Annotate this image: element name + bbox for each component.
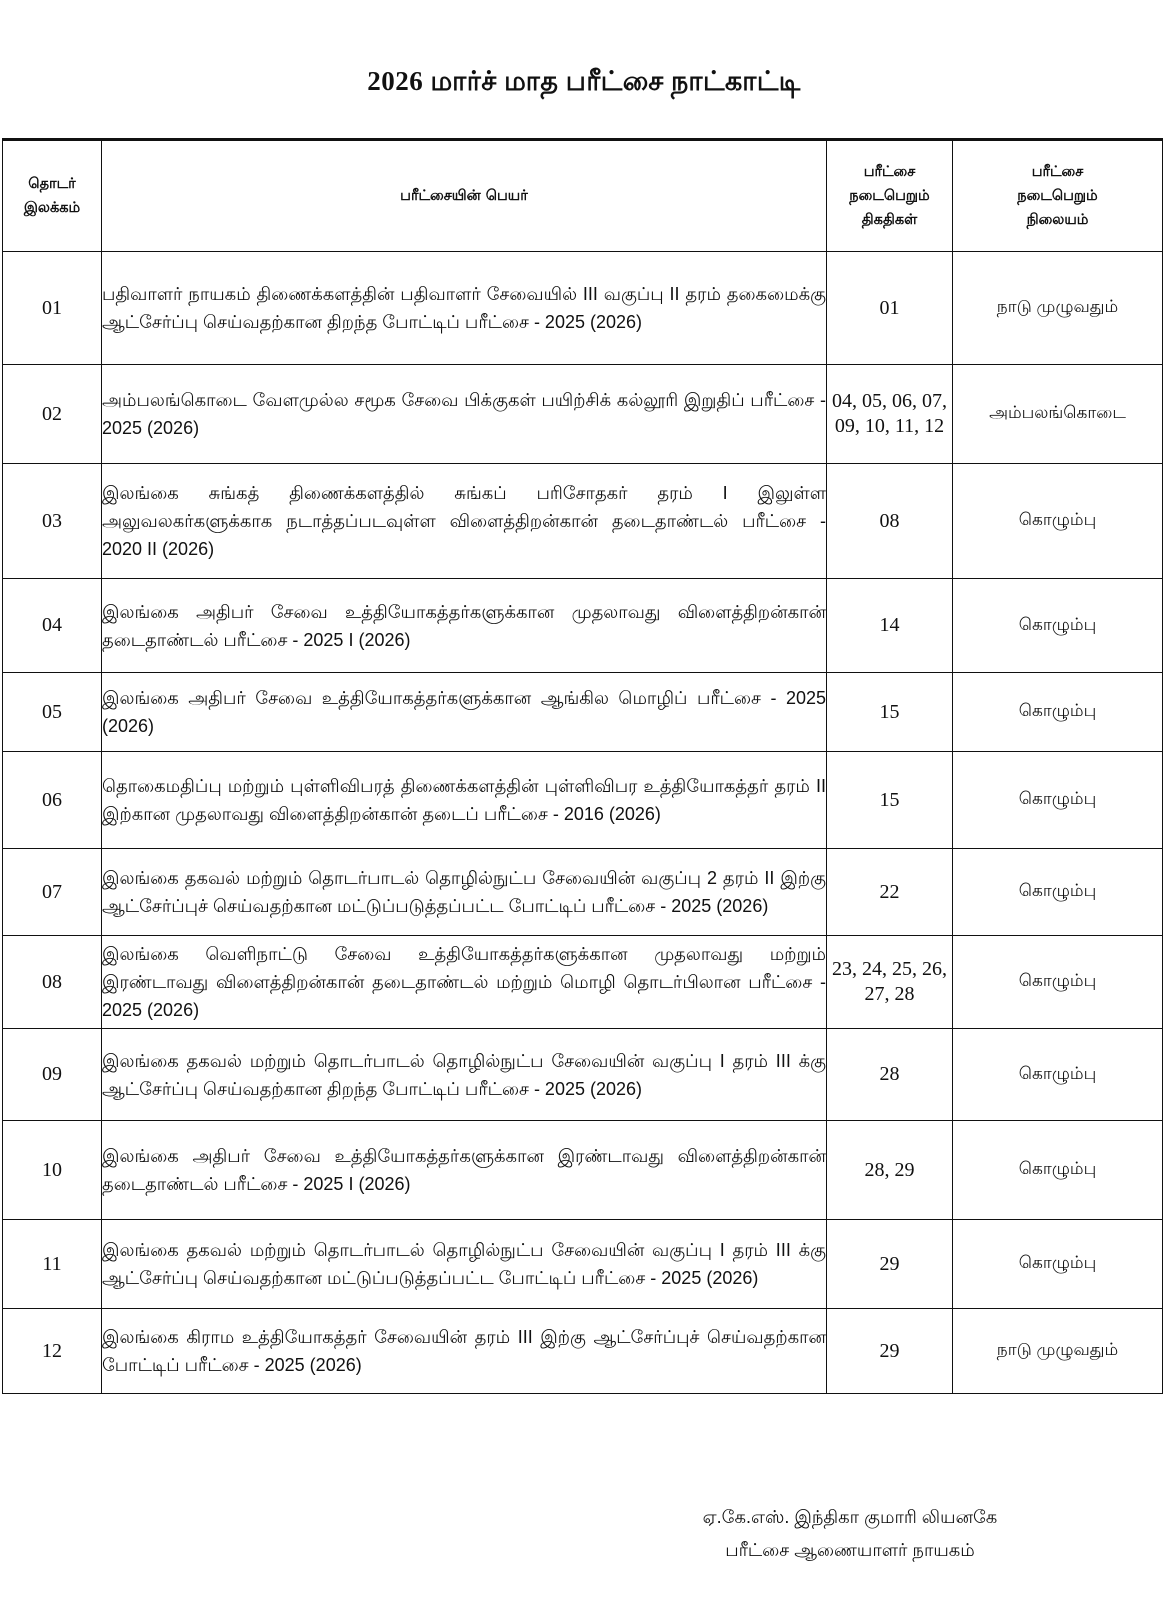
exam-name-cell: இலங்கை சுங்கத் திணைக்களத்தில் சுங்கப் பரிசோதகர் தரம் I இலுள்ள அலுவலகர்களுக்காக நடாத்தப்படவுள்ள விளைத்திறன்கான் தடைதாண்டல் பரீட்சை - 2020 II (2026)	[102, 464, 827, 579]
exam-name-cell: தொகைமதிப்பு மற்றும் புள்ளிவிபரத் திணைக்களத்தின் புள்ளிவிபர உத்தியோகத்தர் தரம் II இற்கான முதலாவது விளைத்திறன்கான் தடைப் பரீட்சை - 2016 (2026)	[102, 752, 827, 849]
serial-cell: 03	[3, 464, 102, 579]
header-dates	[827, 140, 953, 252]
table-row	[3, 1029, 1163, 1121]
table-header-row	[3, 140, 1163, 252]
venue-cell: கொழும்பு	[953, 579, 1163, 673]
table-row	[3, 1121, 1163, 1220]
table-row	[3, 752, 1163, 849]
header-serial-label: தொடர் இலக்கம்	[23, 176, 81, 216]
serial-cell: 01	[3, 252, 102, 365]
header-venue	[953, 140, 1163, 252]
dates-cell: 15	[827, 673, 953, 752]
dates-cell: 15	[827, 752, 953, 849]
exam-name-cell: அம்பலங்கொடை வேளமுல்ல சமூக சேவை பிக்குகள் பயிற்சிக் கல்லூரி இறுதிப் பரீட்சை - 2025 (2026)	[102, 365, 827, 464]
table-row	[3, 579, 1163, 673]
table-row	[3, 464, 1163, 579]
venue-cell: கொழும்பு	[953, 936, 1163, 1029]
dates-cell: 01	[827, 252, 953, 365]
table-row	[3, 365, 1163, 464]
dates-cell: 29	[827, 1220, 953, 1309]
venue-cell: கொழும்பு	[953, 1029, 1163, 1121]
exam-name-cell: இலங்கை வெளிநாட்டு சேவை உத்தியோகத்தர்களுக்கான முதலாவது மற்றும் இரண்டாவது விளைத்திறன்கான் தடைதாண்டல் மற்றும் மொழி தொடர்பிலான பரீட்சை - 2025 (2026)	[102, 936, 827, 1029]
dates-cell: 29	[827, 1309, 953, 1394]
table-row	[3, 936, 1163, 1029]
venue-cell: நாடு முழுவதும்	[953, 252, 1163, 365]
header-venue-label: பரீட்சை நடைபெறும் நிலையம்	[1017, 164, 1098, 228]
serial-cell: 09	[3, 1029, 102, 1121]
venue-cell: கொழும்பு	[953, 1121, 1163, 1220]
venue-cell: கொழும்பு	[953, 464, 1163, 579]
venue-cell: நாடு முழுவதும்	[953, 1309, 1163, 1394]
serial-cell: 11	[3, 1220, 102, 1309]
dates-cell: 08	[827, 464, 953, 579]
exam-name-cell: இலங்கை தகவல் மற்றும் தொடர்பாடல் தொழில்நுட்ப சேவையின் வகுப்பு 2 தரம் II இற்கு ஆட்சேர்ப்புச் செய்வதற்கான மட்டுப்படுத்தப்பட்ட போட்டிப் பரீட்சை - 2025 (2026)	[102, 849, 827, 936]
venue-cell: கொழும்பு	[953, 1220, 1163, 1309]
serial-cell: 12	[3, 1309, 102, 1394]
page-title: 2026 மார்ச் மாத பரீட்சை நாட்காட்டி	[367, 66, 801, 96]
serial-cell: 10	[3, 1121, 102, 1220]
dates-cell: 14	[827, 579, 953, 673]
table-row	[3, 1220, 1163, 1309]
serial-cell: 08	[3, 936, 102, 1029]
exam-name-cell: இலங்கை அதிபர் சேவை உத்தியோகத்தர்களுக்கான ஆங்கில மொழிப் பரீட்சை - 2025 (2026)	[102, 673, 827, 752]
signatory-name: ஏ.கே.எஸ். இந்திகா குமாரி லியனகே	[702, 1507, 998, 1527]
serial-cell: 04	[3, 579, 102, 673]
header-serial	[3, 140, 102, 252]
header-name: பரீட்சையின் பெயர்	[102, 140, 827, 252]
table-row	[3, 673, 1163, 752]
dates-cell: 28	[827, 1029, 953, 1121]
serial-cell: 05	[3, 673, 102, 752]
table-row	[3, 252, 1163, 365]
table-row	[3, 1309, 1163, 1394]
dates-cell: 23, 24, 25, 26, 27, 28	[827, 936, 953, 1029]
venue-cell: கொழும்பு	[953, 752, 1163, 849]
venue-cell: கொழும்பு	[953, 673, 1163, 752]
signatory-designation: பரீட்சை ஆணையாளர் நாயகம்	[725, 1540, 975, 1560]
exam-schedule-table	[2, 138, 1163, 1394]
dates-cell: 04, 05, 06, 07, 09, 10, 11, 12	[827, 365, 953, 464]
dates-cell: 28, 29	[827, 1121, 953, 1220]
table-row	[3, 849, 1163, 936]
serial-cell: 07	[3, 849, 102, 936]
exam-name-cell: இலங்கை அதிபர் சேவை உத்தியோகத்தர்களுக்கான இரண்டாவது விளைத்திறன்கான் தடைதாண்டல் பரீட்சை - 2025 I (2026)	[102, 1121, 827, 1220]
header-dates-label: பரீட்சை நடைபெறும் திகதிகள்	[849, 164, 930, 228]
exam-name-cell: இலங்கை அதிபர் சேவை உத்தியோகத்தர்களுக்கான முதலாவது விளைத்திறன்கான் தடைதாண்டல் பரீட்சை - 2025 I (2026)	[102, 579, 827, 673]
exam-name-cell: இலங்கை தகவல் மற்றும் தொடர்பாடல் தொழில்நுட்ப சேவையின் வகுப்பு I தரம் III க்கு ஆட்சேர்ப்பு செய்வதற்கான மட்டுப்படுத்தப்பட்ட போட்டிப் பரீட்சை - 2025 (2026)	[102, 1220, 827, 1309]
venue-cell: கொழும்பு	[953, 849, 1163, 936]
venue-cell: அம்பலங்கொடை	[953, 365, 1163, 464]
exam-name-cell: பதிவாளர் நாயகம் திணைக்களத்தின் பதிவாளர் சேவையில் III வகுப்பு II தரம் தகைமைக்கு ஆட்சேர்ப்பு செய்வதற்கான திறந்த போட்டிப் பரீட்சை - 2025 (2026)	[102, 252, 827, 365]
exam-name-cell: இலங்கை கிராம உத்தியோகத்தர் சேவையின் தரம் III இற்கு ஆட்சேர்ப்புச் செய்வதற்கான போட்டிப் பரீட்சை - 2025 (2026)	[102, 1309, 827, 1394]
serial-cell: 06	[3, 752, 102, 849]
dates-cell: 22	[827, 849, 953, 936]
exam-name-cell: இலங்கை தகவல் மற்றும் தொடர்பாடல் தொழில்நுட்ப சேவையின் வகுப்பு I தரம் III க்கு ஆட்சேர்ப்பு செய்வதற்கான திறந்த போட்டிப் பரீட்சை - 2025 (2026)	[102, 1029, 827, 1121]
serial-cell: 02	[3, 365, 102, 464]
